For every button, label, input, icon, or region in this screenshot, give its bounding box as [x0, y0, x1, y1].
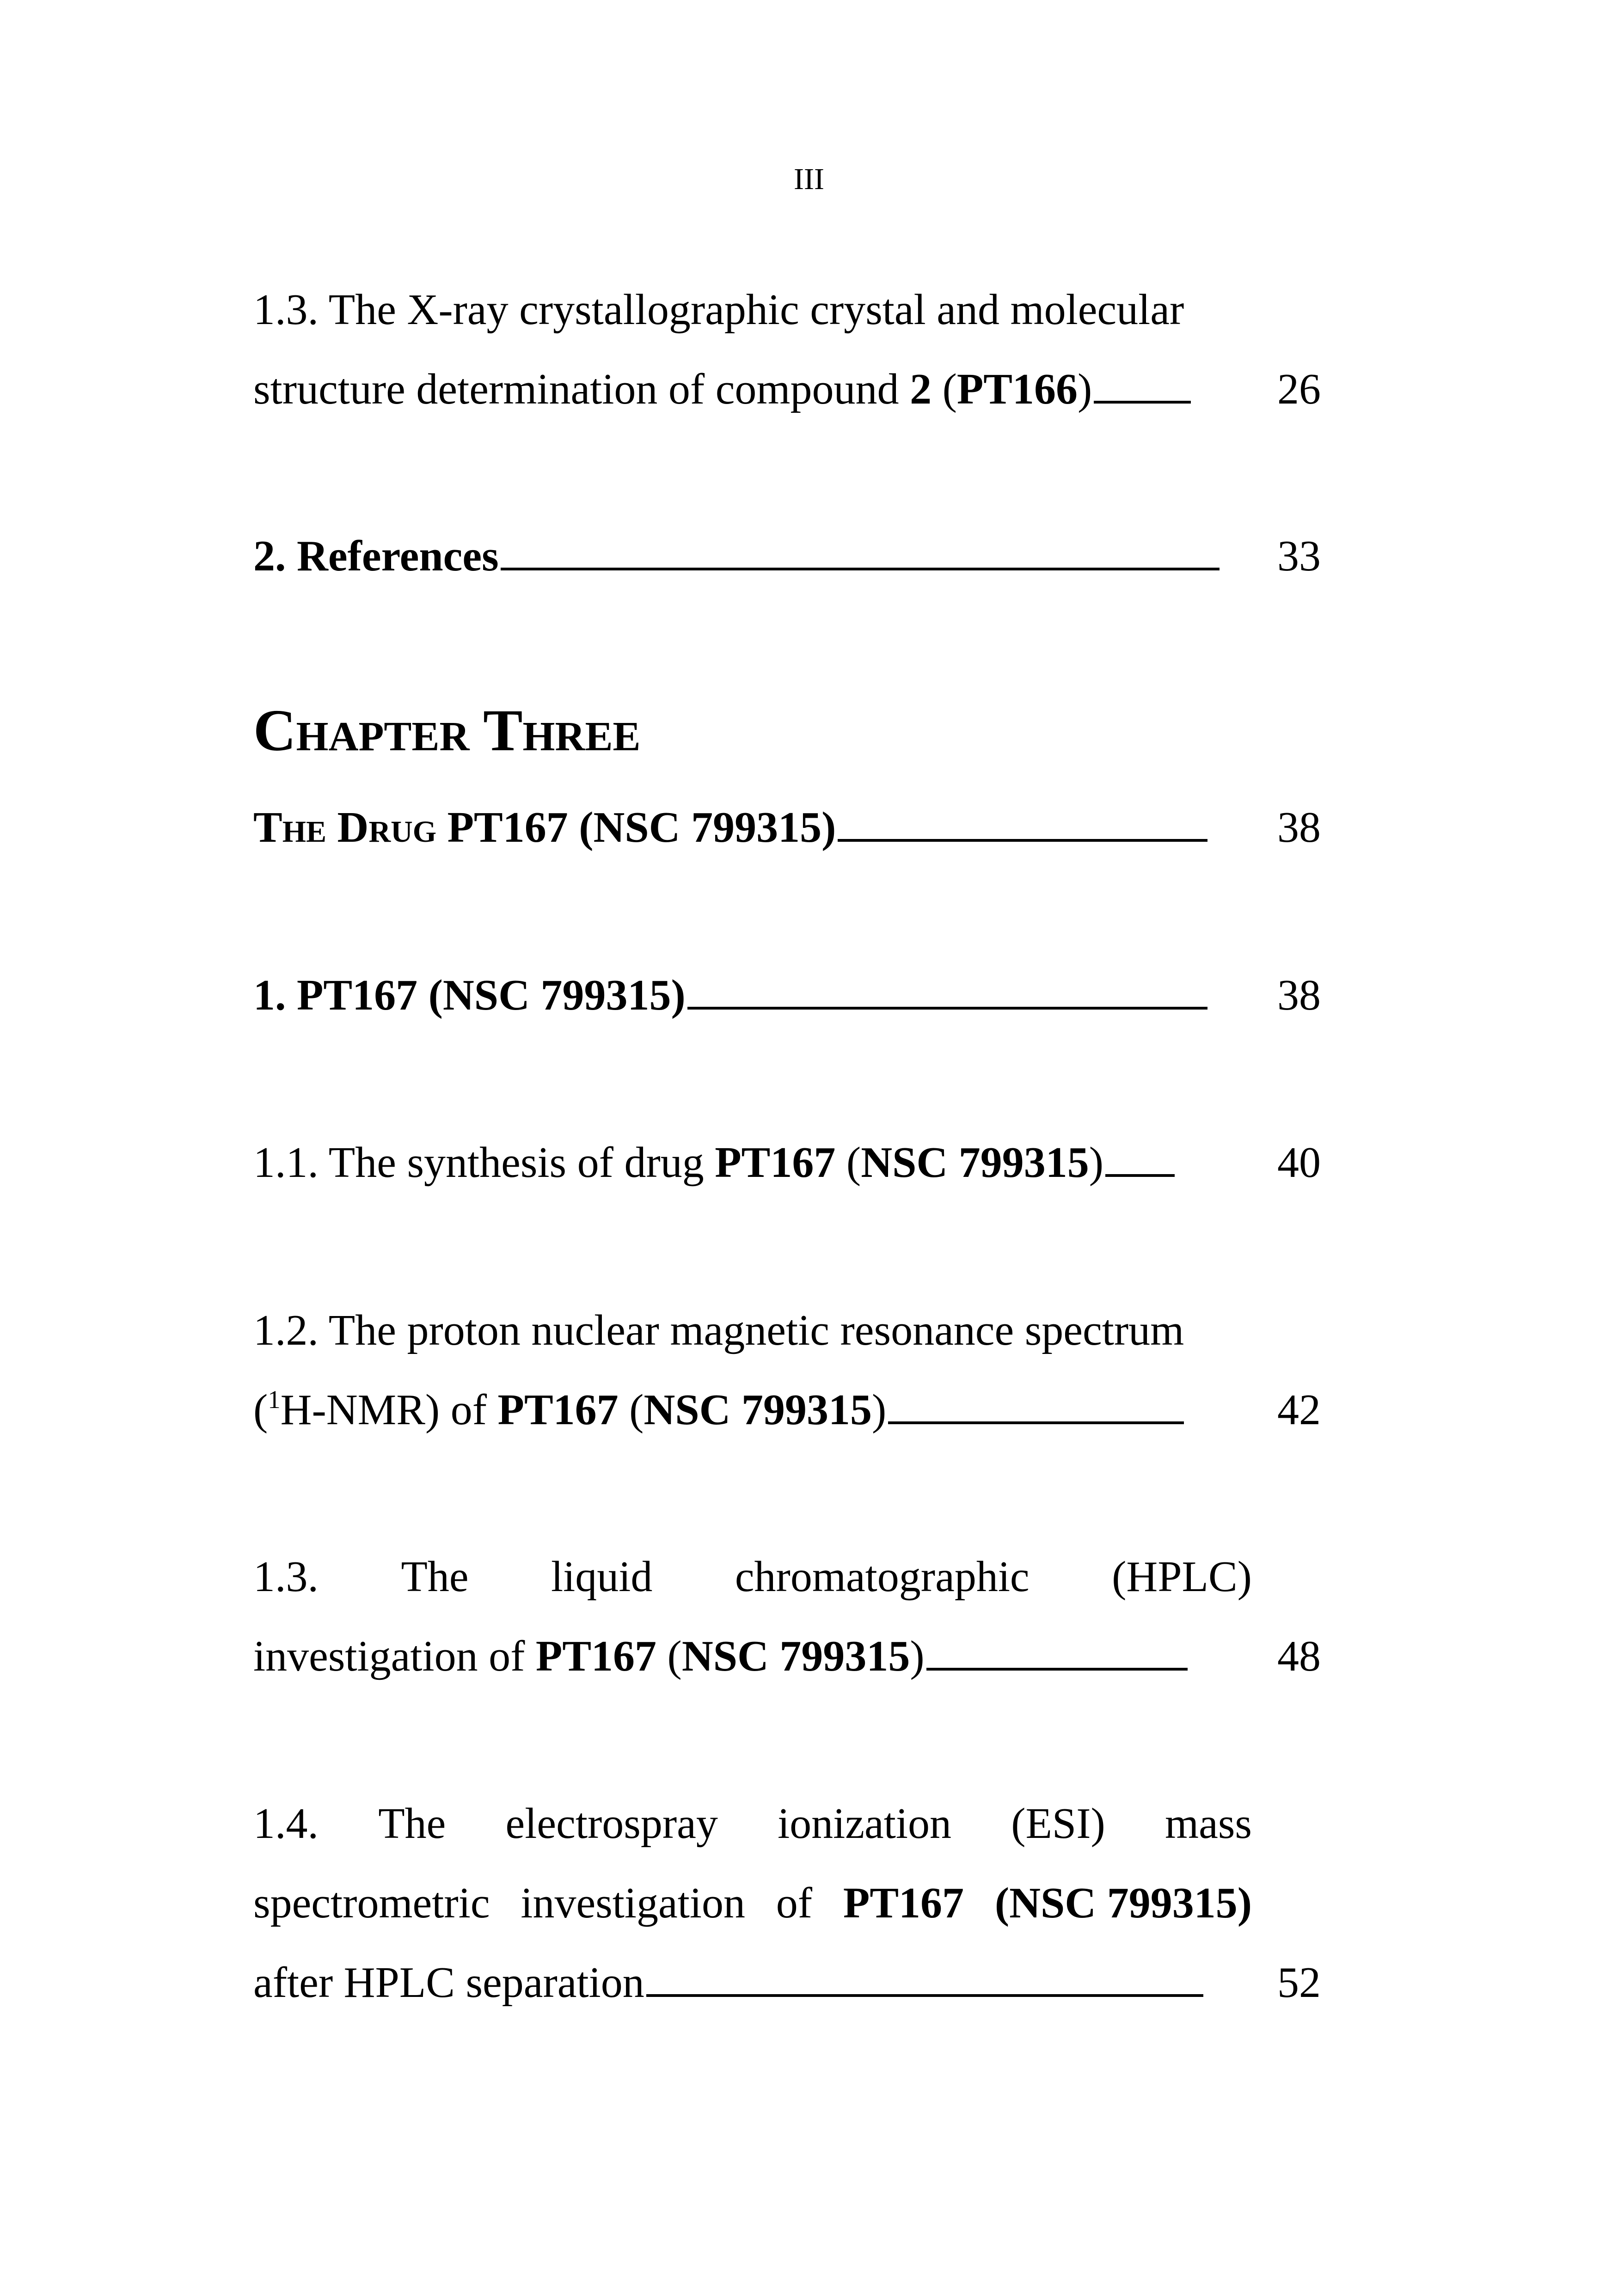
page-ref: 33 — [1277, 532, 1321, 580]
nsc-number: NSC 799315 — [681, 1632, 910, 1680]
word: investigation — [521, 1879, 745, 1927]
compound-code: PT166 — [956, 365, 1078, 413]
chapter-subtitle: The Drug PT167 (NSC 799315) — [253, 803, 836, 851]
nsc-number: (NSC 799315) — [994, 1879, 1252, 1927]
toc-entry-label: 1. PT167 (NSC 799315) — [253, 971, 686, 1019]
leader-line — [1105, 1174, 1175, 1177]
word: electrospray — [505, 1800, 718, 1848]
toc-entry-text: 1.1. The synthesis of drug — [253, 1139, 715, 1187]
leader-line — [646, 1994, 1203, 1997]
toc-entry-text: H-NMR) of — [280, 1386, 498, 1434]
superscript: 1 — [268, 1385, 281, 1414]
page-ref: 52 — [1277, 1959, 1321, 2007]
word: The — [401, 1553, 469, 1601]
toc-entry-line — [253, 1130, 1175, 1195]
toc-entry-line — [253, 1791, 1252, 1856]
paren: ( — [932, 365, 957, 413]
word: mass — [1165, 1800, 1252, 1848]
paren: ) — [910, 1632, 925, 1680]
toc-entry-line — [253, 795, 1207, 860]
nsc-number: NSC 799315 — [861, 1139, 1089, 1187]
word: ionization — [778, 1800, 951, 1848]
toc-entry-line: 1.3. The X-ray crystallographic crystal and molecular — [253, 286, 1184, 334]
word: 1.4. — [253, 1800, 319, 1848]
page-number: III — [794, 162, 824, 196]
paren: ) — [1089, 1139, 1104, 1187]
toc-entry-line — [253, 1950, 1203, 2015]
paren: ) — [1078, 365, 1092, 413]
word: chromatographic — [735, 1553, 1030, 1601]
toc-entry-text: structure determination of compound — [253, 365, 910, 413]
leader-line — [687, 1006, 1207, 1010]
word: 1.3. — [253, 1553, 319, 1601]
word: The — [378, 1800, 446, 1848]
word: of — [776, 1879, 813, 1927]
paren: ( — [835, 1139, 861, 1187]
leader-line — [501, 567, 1220, 570]
page-ref: 26 — [1277, 365, 1321, 413]
paren: ) — [872, 1386, 887, 1434]
toc-entry-line — [253, 1378, 1184, 1442]
drug-code: PT167 — [535, 1632, 657, 1680]
toc-entry-text: after HPLC separation — [253, 1959, 644, 2007]
word: liquid — [551, 1553, 653, 1601]
page-ref: 38 — [1277, 971, 1321, 1019]
toc-entry-line — [253, 1544, 1252, 1609]
word: (ESI) — [1011, 1800, 1105, 1848]
leader-line — [888, 1421, 1184, 1424]
leader-line — [926, 1667, 1188, 1671]
chapter-heading: Chapter Three — [253, 698, 641, 763]
toc-entry-line — [253, 357, 1191, 422]
drug-code: PT167 — [843, 1879, 964, 1927]
drug-code: PT167 — [715, 1139, 836, 1187]
paren: ( — [656, 1632, 682, 1680]
page-ref: 42 — [1277, 1386, 1321, 1434]
word: spectrometric — [253, 1879, 490, 1927]
toc-entry-line — [253, 1871, 1252, 1935]
toc-entry-line: 1.2. The proton nuclear magnetic resonance spectrum — [253, 1306, 1184, 1354]
paren: ( — [618, 1386, 644, 1434]
drug-code: PT167 — [497, 1386, 619, 1434]
leader-line — [838, 839, 1207, 842]
toc-entry-line — [253, 963, 1207, 1028]
page-ref: 40 — [1277, 1139, 1321, 1187]
toc-entry-line — [253, 524, 1220, 588]
toc-entry-line — [253, 1624, 1188, 1689]
page-ref: 48 — [1277, 1632, 1321, 1680]
page-ref: 38 — [1277, 803, 1321, 851]
word: (HPLC) — [1112, 1553, 1252, 1601]
nsc-number: NSC 799315 — [644, 1386, 872, 1434]
toc-entry-text: investigation of — [253, 1632, 536, 1680]
toc-entry-label: 2. References — [253, 532, 499, 580]
leader-line — [1094, 400, 1191, 404]
paren: ( — [253, 1386, 268, 1434]
compound-number: 2 — [910, 365, 932, 413]
